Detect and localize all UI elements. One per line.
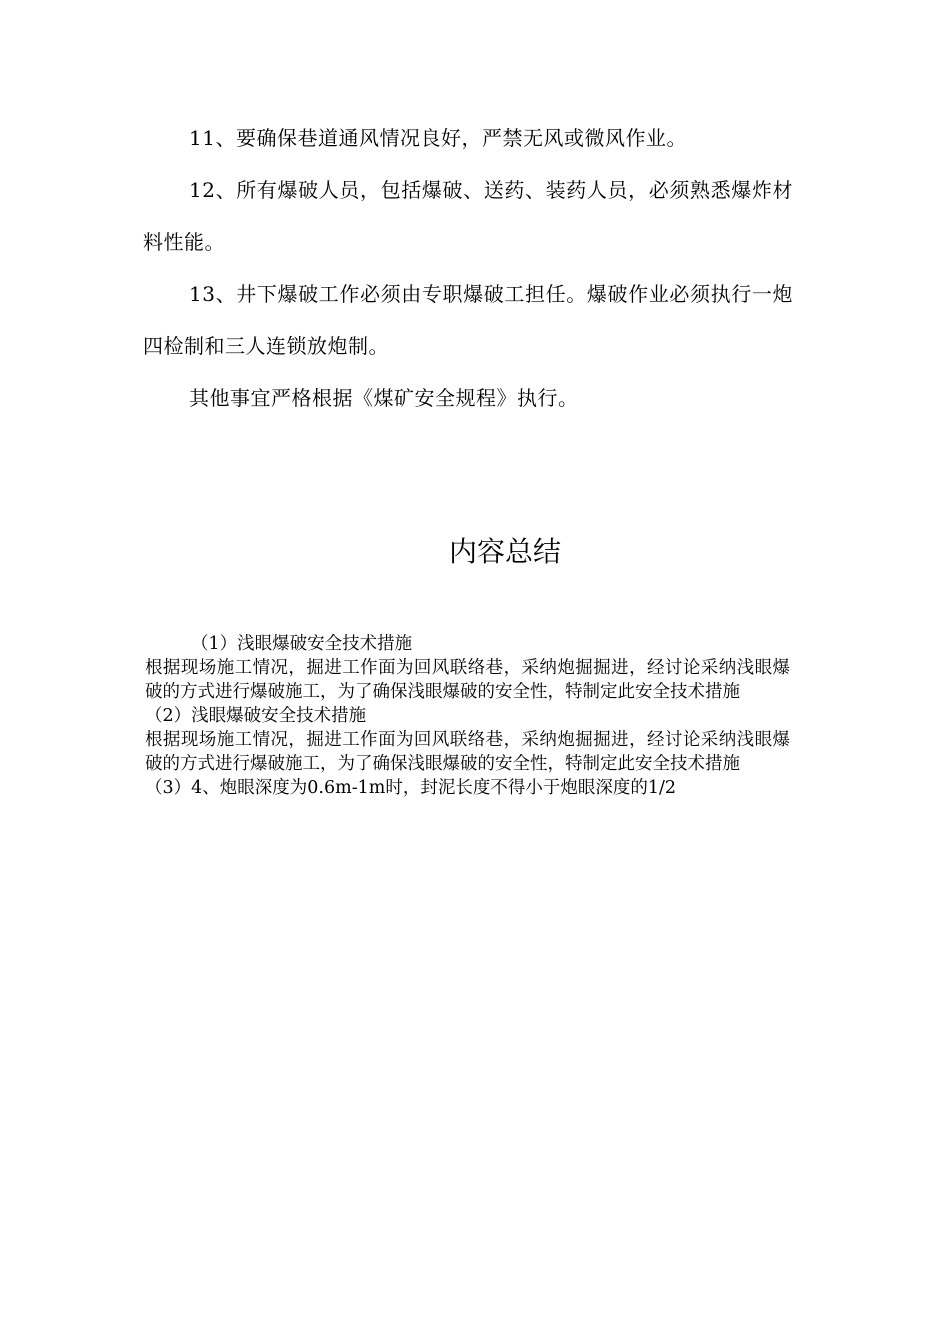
paragraph-12: 12、所有爆破人员，包括爆破、送药、装药人员，必须熟悉爆炸材料性能。 xyxy=(143,178,793,254)
summary-item-2-body: 根据现场施工情况，掘进工作面为回风联络巷，采纳炮掘掘进，经讨论采纳浅眼爆破的方式进行爆破施工，为了确保浅眼爆破的安全性，特制定此安全技术措施 xyxy=(145,730,790,774)
paragraph-11: 11、要确保巷道通风情况良好，严禁无风或微风作业。 xyxy=(189,126,687,150)
summary-item-3-heading: （3）4、炮眼深度为0.6m-1m时，封泥长度不得小于炮眼深度的1/2 xyxy=(145,778,676,798)
summary-item-1-heading: （1）浅眼爆破安全技术措施 xyxy=(191,634,413,654)
summary-section xyxy=(145,632,790,800)
summary-item-1-body: 根据现场施工情况，掘进工作面为回风联络巷，采纳炮掘掘进，经讨论采纳浅眼爆破的方式进行爆破施工，为了确保浅眼爆破的安全性，特制定此安全技术措施 xyxy=(145,658,790,702)
paragraph-13: 13、井下爆破工作必须由专职爆破工担任。爆破作业必须执行一炮四检制和三人连锁放炮制。 xyxy=(143,282,793,358)
summary-title: 内容总结 xyxy=(448,535,561,568)
summary-item-2-heading: （2）浅眼爆破安全技术措施 xyxy=(145,706,367,726)
paragraph-other: 其他事宜严格根据《煤矿安全规程》执行。 xyxy=(189,386,579,410)
body-text xyxy=(143,112,793,424)
